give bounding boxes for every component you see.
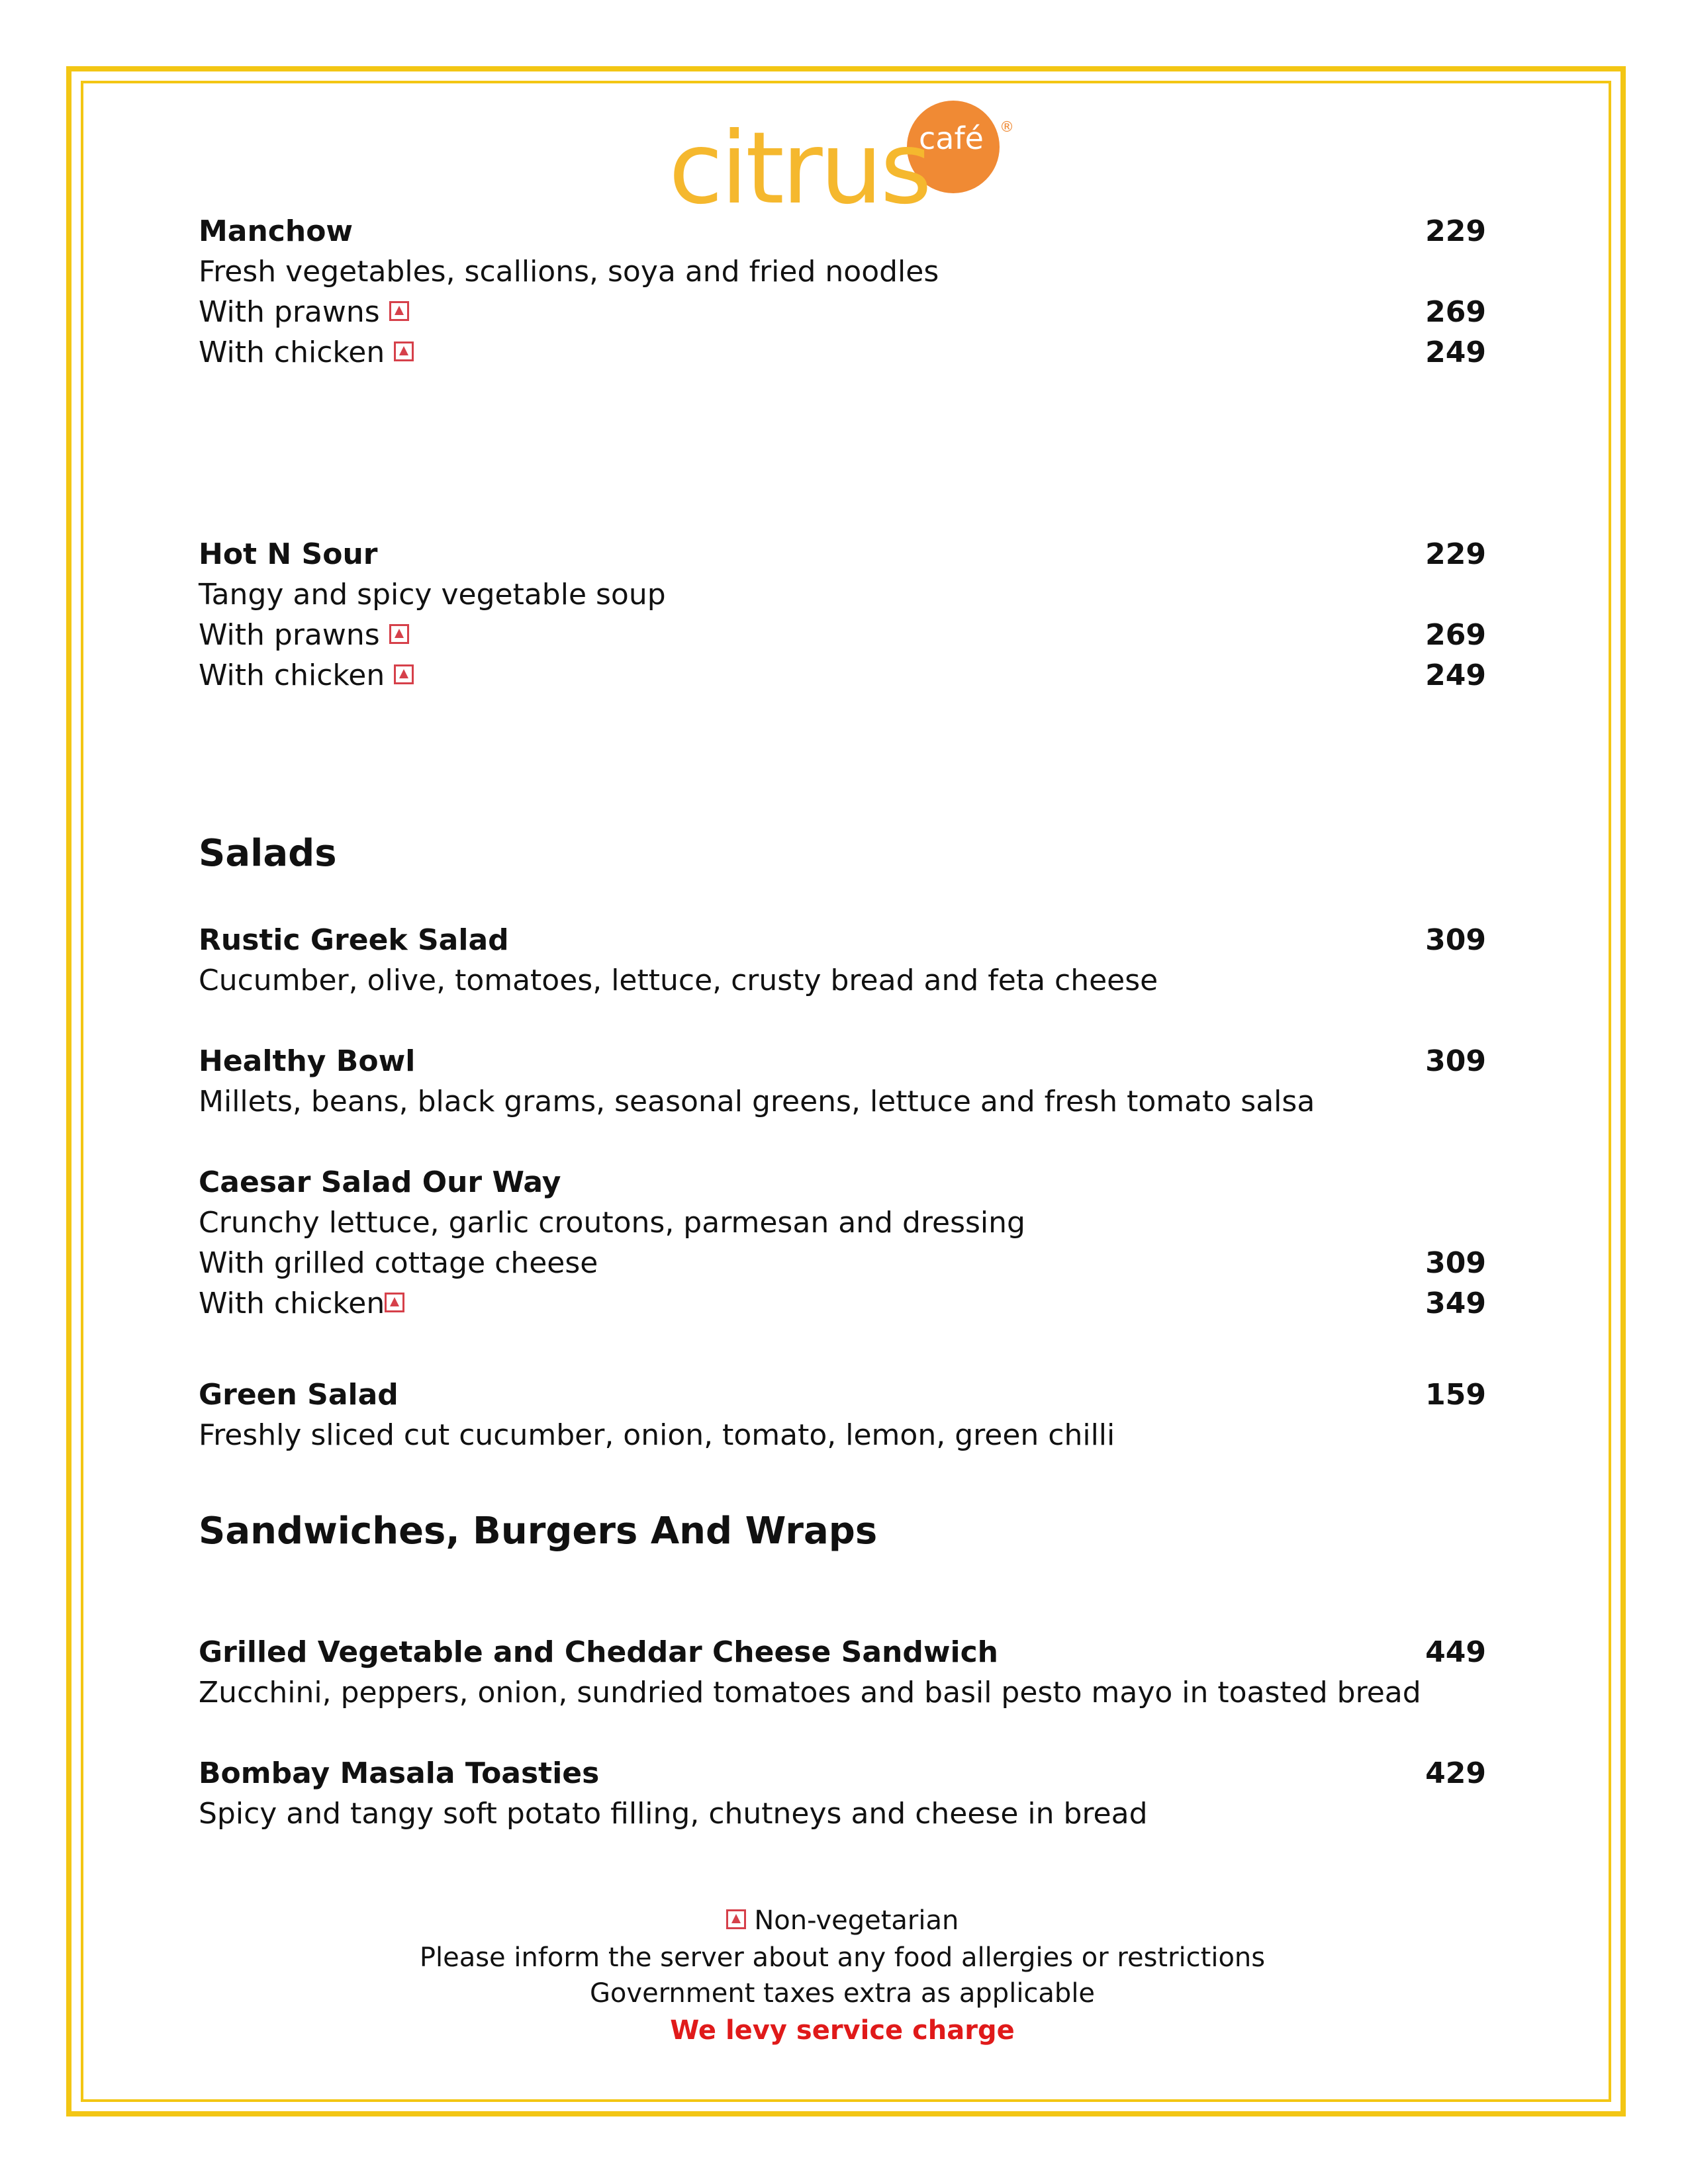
item-price: 309 <box>1425 1044 1486 1078</box>
item-description: Millets, beans, black grams, seasonal greens, lettuce and fresh tomato salsa <box>199 1085 1315 1118</box>
item-description: Freshly sliced cut cucumber, onion, tomato, lemon, green chilli <box>199 1418 1115 1452</box>
menu-item-description <box>199 574 1486 615</box>
item-price: 159 <box>1425 1378 1486 1412</box>
menu-item-title-row <box>199 1632 1486 1673</box>
item-price: 449 <box>1425 1635 1486 1669</box>
logo-wordmark: citrus <box>669 111 929 226</box>
item-description: Crunchy lettuce, garlic croutons, parmesan and dressing <box>199 1206 1025 1240</box>
item-name: Healthy Bowl <box>199 1044 416 1078</box>
option-label: With chicken <box>199 336 385 369</box>
footer-service-charge <box>199 2012 1486 2049</box>
menu-option-row <box>199 292 1486 333</box>
menu-option-row <box>199 655 1486 696</box>
menu-item-description <box>199 251 1486 293</box>
option-label: With prawns <box>199 295 380 329</box>
menu-item-title-row <box>199 1753 1486 1794</box>
menu-item-description <box>199 1672 1486 1713</box>
non-veg-icon <box>389 301 409 321</box>
item-description: Fresh vegetables, scallions, soya and fried noodles <box>199 255 939 289</box>
item-price: 309 <box>1425 923 1486 957</box>
menu-item-title-row <box>199 920 1486 961</box>
legend-label: Non-vegetarian <box>754 1905 959 1936</box>
footer-legend <box>199 1902 1486 1939</box>
item-description: Tangy and spicy vegetable soup <box>199 578 666 612</box>
menu-item-title-row <box>199 1162 1486 1203</box>
menu-item-title-row <box>199 211 1486 252</box>
non-veg-icon <box>394 664 414 684</box>
non-veg-icon <box>726 1909 746 1929</box>
item-price: 429 <box>1425 1756 1486 1790</box>
footer-tax-note: Government taxes extra as applicable <box>589 1978 1096 2009</box>
menu-item-description <box>199 960 1486 1001</box>
option-price: 269 <box>1425 295 1486 329</box>
non-veg-icon <box>389 624 409 644</box>
item-name: Caesar Salad Our Way <box>199 1165 561 1199</box>
option-label: With chicken <box>199 1287 385 1320</box>
option-price: 249 <box>1425 659 1486 692</box>
menu-item-description <box>199 1203 1486 1244</box>
item-price: 229 <box>1425 537 1486 571</box>
footer-allergy-note: Please inform the server about any food allergies or restrictions <box>419 1942 1266 1973</box>
menu-option-row <box>199 1283 1486 1324</box>
citrus-cafe-logo <box>669 93 1013 225</box>
option-label: With prawns <box>199 618 380 652</box>
menu-item-title-row <box>199 1375 1486 1416</box>
option-price: 269 <box>1425 618 1486 652</box>
menu-item-title-row <box>199 534 1486 575</box>
menu-option-row <box>199 1243 1486 1284</box>
item-description: Spicy and tangy soft potato filling, chutneys and cheese in bread <box>199 1797 1148 1831</box>
registered-mark: ® <box>1000 119 1014 136</box>
item-name: Rustic Greek Salad <box>199 923 509 957</box>
option-label: With grilled cottage cheese <box>199 1246 598 1280</box>
item-name: Bombay Masala Toasties <box>199 1756 600 1790</box>
service-charge-text: We levy service charge <box>670 2015 1015 2046</box>
item-name: Green Salad <box>199 1378 399 1412</box>
non-veg-icon <box>385 1293 404 1312</box>
item-price: 229 <box>1425 214 1486 248</box>
item-name: Hot N Sour <box>199 537 378 571</box>
item-name: Grilled Vegetable and Cheddar Cheese Sandwich <box>199 1635 998 1669</box>
menu-item-description <box>199 1081 1486 1122</box>
option-price: 349 <box>1425 1287 1486 1320</box>
menu-item-title-row <box>199 1041 1486 1082</box>
item-description: Cucumber, olive, tomatoes, lettuce, crusty bread and feta cheese <box>199 964 1158 997</box>
section-heading-salads: Salads <box>199 832 337 875</box>
item-name: Manchow <box>199 214 353 248</box>
section-heading-sandwiches: Sandwiches, Burgers And Wraps <box>199 1510 878 1553</box>
non-veg-icon <box>394 341 414 361</box>
logo-badge-text: café <box>919 120 984 156</box>
option-price: 309 <box>1425 1246 1486 1280</box>
menu-option-row <box>199 332 1486 373</box>
item-description: Zucchini, peppers, onion, sundried tomatoes and basil pesto mayo in toasted bread <box>199 1676 1421 1709</box>
menu-item-description <box>199 1794 1486 1835</box>
menu-option-row <box>199 615 1486 656</box>
option-label: With chicken <box>199 659 385 692</box>
option-price: 249 <box>1425 336 1486 369</box>
menu-item-description <box>199 1415 1486 1456</box>
